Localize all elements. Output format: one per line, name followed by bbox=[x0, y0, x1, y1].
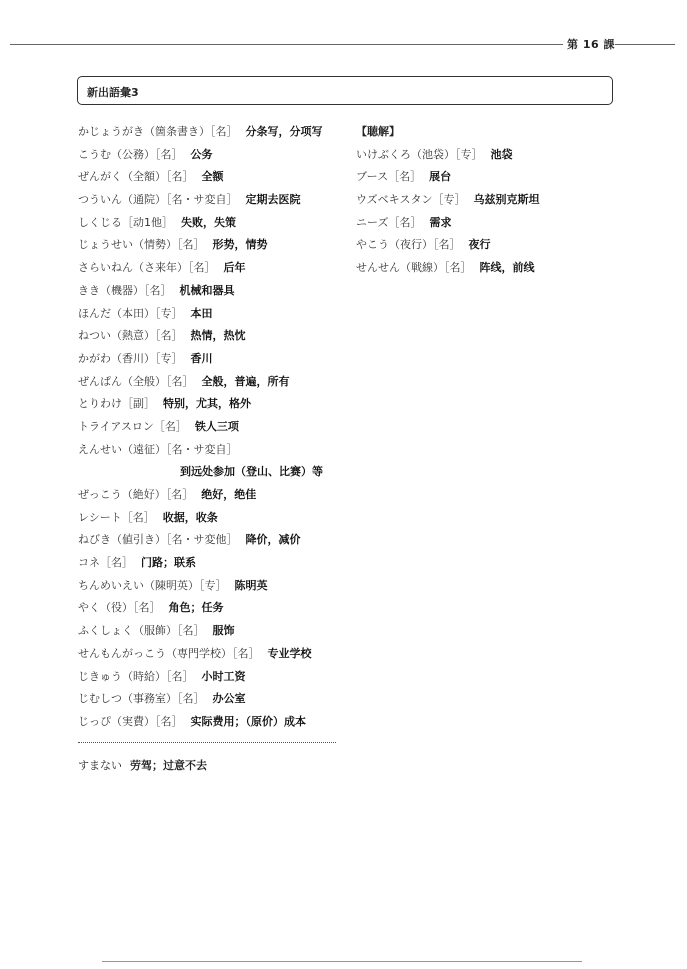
entry-meaning: 失败，失策 bbox=[181, 215, 236, 229]
entry-reading: かがわ（香川）［专］ bbox=[78, 351, 183, 365]
entry-reading: かじょうがき（箇条書き）［名］ bbox=[78, 125, 238, 138]
vocabulary-entry bbox=[78, 439, 348, 462]
vocabulary-entry bbox=[356, 257, 606, 280]
entry-meaning: 办公室 bbox=[212, 692, 246, 706]
entry-reading: じっぴ（実費）［名］ bbox=[78, 714, 183, 728]
entry-reading: えんせい（遠征）［名・サ変自］ bbox=[78, 442, 238, 456]
entry-meaning: 专业学校 bbox=[267, 646, 312, 660]
entry-reading: やく（役）［名］ bbox=[78, 601, 161, 615]
entry-meaning: 分条写，分项写 bbox=[245, 125, 323, 138]
vocabulary-entry bbox=[78, 121, 348, 144]
entry-reading: じょうせい（情勢）［名］ bbox=[78, 238, 205, 252]
entry-reading: じきゅう（時給）［名］ bbox=[78, 669, 194, 683]
entry-meaning: 降价，减价 bbox=[245, 533, 301, 547]
vocabulary-entry bbox=[78, 597, 348, 620]
entry-meaning: 乌兹别克斯坦 bbox=[473, 193, 540, 207]
vocabulary-entry bbox=[78, 166, 348, 189]
vocabulary-entry bbox=[78, 257, 348, 280]
vocabulary-entry bbox=[78, 234, 348, 257]
vocabulary-entry bbox=[78, 212, 348, 235]
entry-meaning: 形势，情势 bbox=[212, 238, 268, 252]
vocabulary-entry bbox=[78, 529, 348, 552]
entry-meaning: 公务 bbox=[190, 147, 213, 161]
vocabulary-entry bbox=[356, 166, 606, 189]
vocabulary-entry bbox=[356, 144, 606, 167]
entry-meaning: 热情，热忱 bbox=[190, 329, 246, 343]
entry-reading: ねつい（熱意）［名］ bbox=[78, 329, 183, 343]
dotted-divider bbox=[78, 742, 336, 743]
entry-reading: ウズベキスタン［专］ bbox=[356, 193, 466, 207]
vocabulary-entry bbox=[78, 461, 348, 484]
vocabulary-entry bbox=[356, 212, 606, 235]
header-rule-left bbox=[10, 44, 563, 45]
entry-meaning: 到远处参加（登山、比赛）等 bbox=[180, 465, 323, 479]
entry-reading: せんせん（戦線）［名］ bbox=[356, 261, 472, 275]
entry-meaning: 小时工资 bbox=[201, 669, 246, 683]
entry-reading: トライアスロン［名］ bbox=[78, 419, 187, 433]
vocabulary-entry bbox=[78, 393, 348, 416]
vocabulary-entry bbox=[356, 234, 606, 257]
vocabulary-entry bbox=[78, 711, 348, 734]
entry-meaning: 定期去医院 bbox=[245, 193, 301, 207]
extra-expression bbox=[78, 755, 207, 777]
vocabulary-entry bbox=[78, 688, 348, 711]
entry-meaning: 阵线，前线 bbox=[479, 261, 535, 275]
vocabulary-entry bbox=[78, 280, 348, 303]
entry-meaning: 全额 bbox=[201, 170, 224, 184]
entry-meaning: 机械和器具 bbox=[179, 283, 235, 297]
entry-meaning: 特别，尤其，格外 bbox=[163, 397, 251, 411]
entry-meaning: 香川 bbox=[190, 351, 213, 365]
entry-meaning: 展台 bbox=[429, 170, 452, 184]
entry-reading: じむしつ（事務室）［名］ bbox=[78, 692, 205, 706]
vocabulary-entry bbox=[78, 575, 348, 598]
header-rule-right bbox=[615, 44, 675, 45]
extra-meaning: 劳驾；过意不去 bbox=[130, 759, 207, 772]
entry-meaning: 需求 bbox=[429, 215, 452, 229]
entry-meaning: 全般，普遍，所有 bbox=[201, 374, 290, 388]
entry-reading: やこう（夜行）［名］ bbox=[356, 238, 461, 252]
vocabulary-entry bbox=[78, 325, 348, 348]
entry-meaning: 绝好，绝佳 bbox=[201, 488, 257, 501]
entry-reading: レシート［名］ bbox=[78, 510, 155, 524]
lesson-number: 第 16 課 bbox=[567, 38, 615, 51]
entry-reading: さらいねん（さ来年）［名］ bbox=[78, 261, 216, 275]
entry-reading: ぜんがく（全額）［名］ bbox=[78, 170, 194, 184]
entry-meaning: 实际费用；（原价）成本 bbox=[190, 714, 306, 728]
entry-meaning: 本田 bbox=[190, 306, 213, 320]
vocabulary-entry bbox=[78, 507, 348, 530]
entry-reading: ぜんぱん（全般）［名］ bbox=[78, 374, 194, 388]
vocabulary-entry bbox=[78, 484, 348, 507]
vocabulary-entry bbox=[78, 189, 348, 212]
entry-reading: ちんめいえい（陳明英）［专］ bbox=[78, 578, 227, 592]
vocabulary-entry bbox=[356, 189, 606, 212]
entry-meaning: 角色；任务 bbox=[168, 601, 224, 615]
listening-vocabulary bbox=[356, 144, 606, 280]
entry-meaning: 铁人三项 bbox=[194, 419, 239, 433]
entry-reading: ほんだ（本田）［专］ bbox=[78, 306, 183, 320]
vocabulary-entry bbox=[78, 144, 348, 167]
entry-meaning: 收据，收条 bbox=[162, 510, 218, 524]
entry-meaning: 陈明英 bbox=[234, 578, 268, 592]
extra-reading: すまない bbox=[78, 759, 122, 772]
entry-reading: ブース［名］ bbox=[356, 170, 422, 184]
entry-reading: せんもんがっこう（専門学校）［名］ bbox=[78, 646, 260, 660]
entry-reading: ニーズ［名］ bbox=[356, 215, 422, 229]
entry-reading: コネ［名］ bbox=[78, 556, 133, 570]
entry-reading: きき（機器）［名］ bbox=[78, 283, 172, 297]
vocabulary-entry bbox=[78, 643, 348, 666]
vocabulary-list-right bbox=[356, 121, 606, 280]
entry-meaning: 服饰 bbox=[212, 624, 235, 638]
entry-reading: いけぶくろ（池袋）［专］ bbox=[356, 147, 483, 161]
vocabulary-entry bbox=[78, 552, 348, 575]
bottom-rule bbox=[102, 961, 582, 962]
entry-reading: しくじる［动1他］ bbox=[78, 215, 173, 229]
entry-meaning: 夜行 bbox=[468, 238, 491, 252]
vocabulary-entry bbox=[78, 620, 348, 643]
listening-heading: 【聴解】 bbox=[356, 125, 400, 138]
entry-meaning: 池袋 bbox=[490, 147, 513, 161]
section-title-box bbox=[77, 76, 613, 105]
vocabulary-list-left bbox=[78, 121, 348, 734]
vocabulary-entry bbox=[78, 348, 348, 371]
entry-reading: ふくしょく（服飾）［名］ bbox=[78, 624, 205, 638]
vocabulary-entry bbox=[78, 666, 348, 689]
entry-reading: ぜっこう（絶好）［名］ bbox=[78, 488, 194, 501]
vocabulary-entry bbox=[78, 371, 348, 394]
entry-reading: つういん（通院）［名・サ変自］ bbox=[78, 193, 238, 207]
vocabulary-entry bbox=[78, 303, 348, 326]
entry-reading: こうむ（公務）［名］ bbox=[78, 147, 183, 161]
section-title: 新出語彙3 bbox=[87, 86, 139, 99]
entry-meaning: 门路；联系 bbox=[141, 556, 196, 570]
entry-reading: ねびき（値引き）［名・サ変他］ bbox=[78, 533, 238, 547]
entry-reading: とりわけ［副］ bbox=[78, 397, 155, 411]
vocabulary-entry bbox=[78, 416, 348, 439]
entry-meaning: 后年 bbox=[223, 261, 246, 275]
